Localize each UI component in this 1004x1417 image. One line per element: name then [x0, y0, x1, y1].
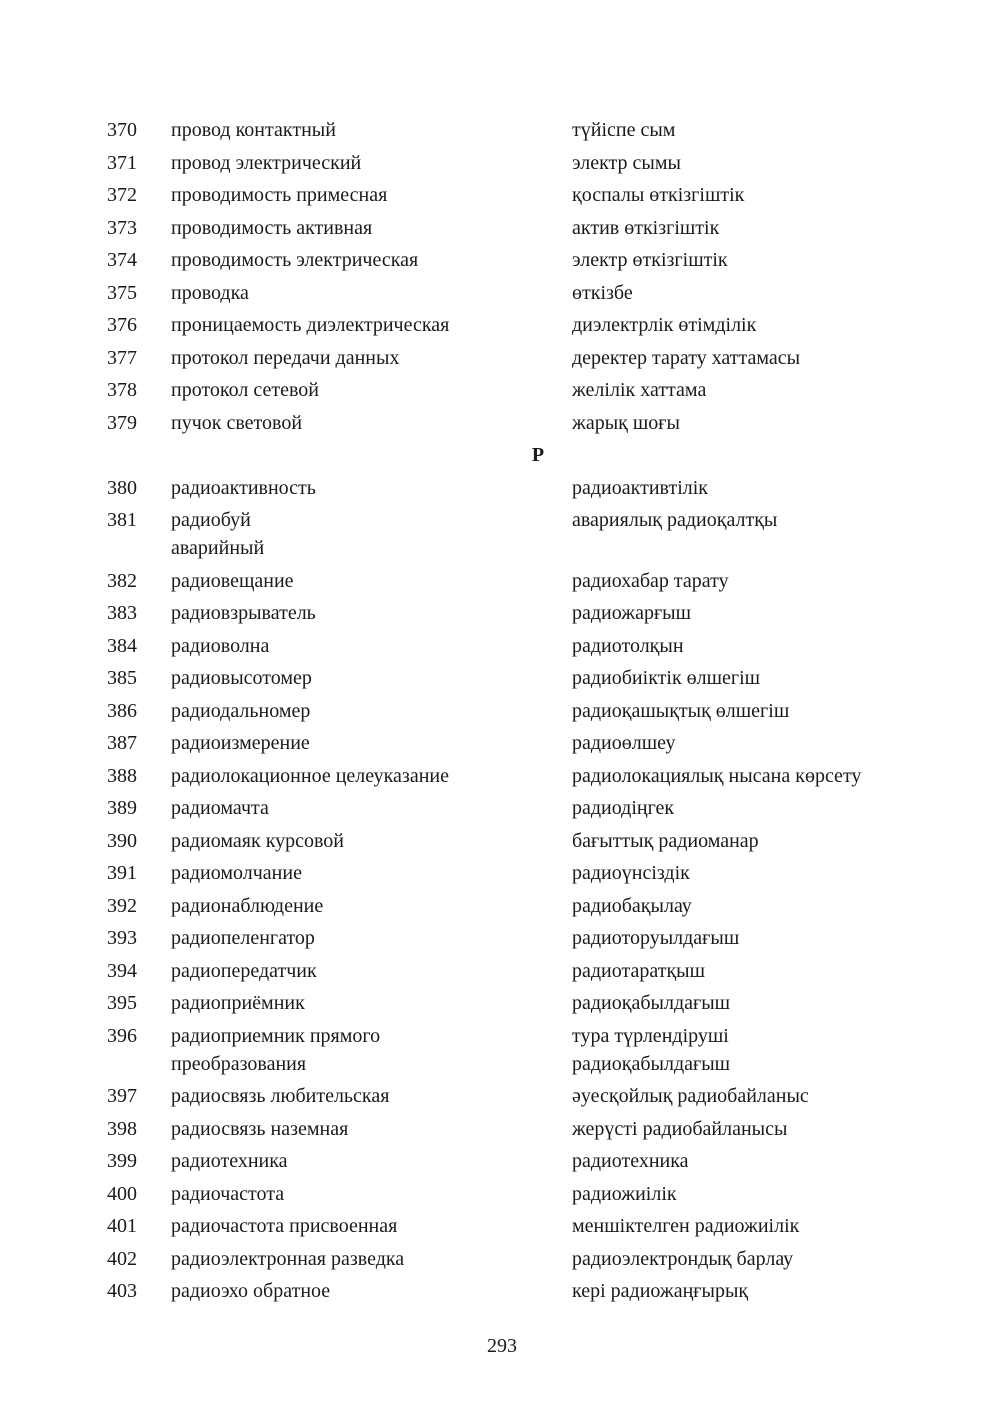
- russian-term: радиосвязь любительская: [171, 1085, 390, 1107]
- glossary-entry: [0, 827, 1004, 855]
- glossary-entry: [0, 311, 1004, 339]
- russian-term: радиовысотомер: [171, 667, 312, 689]
- entry-number: 374: [107, 249, 137, 271]
- russian-term: радиобуй аварийный: [171, 509, 265, 559]
- russian-term: радиочастота: [171, 1182, 285, 1205]
- russian-term: радиомаяк курсовой: [171, 829, 345, 852]
- kazakh-term: авариялық радиоқалтқы: [572, 509, 778, 531]
- entry-number: 388: [107, 764, 137, 787]
- entry-number: 390: [107, 829, 137, 852]
- russian-term: протокол сетевой: [171, 379, 319, 401]
- entry-number: 395: [107, 992, 137, 1014]
- entry-number: 375: [107, 281, 137, 304]
- russian-term: радиовзрыватель: [171, 602, 316, 624]
- glossary-entry: [0, 1147, 1004, 1175]
- russian-term: радиоизмерение: [171, 732, 310, 754]
- russian-term: проводимость активная: [171, 216, 373, 239]
- glossary-entry: [0, 1212, 1004, 1240]
- entry-number: 383: [107, 602, 137, 624]
- kazakh-term: радиодіңгек: [572, 797, 675, 819]
- glossary-entry: [0, 859, 1004, 887]
- russian-term: проводимость примесная: [171, 184, 388, 206]
- kazakh-term: өткізбе: [572, 281, 633, 304]
- page-number: 293: [487, 1335, 517, 1357]
- glossary-entry: [0, 1022, 1004, 1078]
- entry-number: 401: [107, 1215, 137, 1237]
- entry-number: 397: [107, 1085, 137, 1107]
- russian-term: радиоэхо обратное: [171, 1280, 331, 1302]
- glossary-entry: [0, 762, 1004, 790]
- entry-number: 391: [107, 862, 137, 884]
- entry-number: 398: [107, 1117, 137, 1140]
- glossary-entry: [0, 409, 1004, 437]
- kazakh-term: диэлектрлік өтімділік: [572, 314, 757, 336]
- russian-term: радиовещание: [171, 569, 294, 592]
- glossary-entry: [0, 344, 1004, 372]
- kazakh-term: электр өткізгіштік: [572, 249, 728, 271]
- glossary-entry: [0, 729, 1004, 757]
- kazakh-term: радиоөлшеу: [572, 732, 676, 754]
- kazakh-term: тура түрлендіруші радиоқабылдағыш: [572, 1024, 731, 1075]
- glossary-entry: [0, 664, 1004, 692]
- entry-number: 392: [107, 894, 137, 917]
- kazakh-term: радиоэлектрондық барлау: [572, 1247, 794, 1270]
- kazakh-term: радиобиіктік өлшегіш: [572, 667, 761, 689]
- russian-term: радиотехника: [171, 1150, 288, 1172]
- kazakh-term: радиотаратқыш: [572, 959, 706, 982]
- kazakh-term: деректер тарату хаттамасы: [572, 346, 801, 369]
- entry-number: 394: [107, 959, 137, 982]
- russian-term: радионаблюдение: [171, 894, 324, 917]
- russian-term: радиомолчание: [171, 862, 302, 884]
- glossary-entry: [0, 1180, 1004, 1208]
- entry-number: 396: [107, 1024, 137, 1047]
- entry-number: 370: [107, 119, 137, 141]
- russian-term: пучок световой: [171, 411, 303, 434]
- glossary-entry: [0, 181, 1004, 209]
- russian-term: радиоприёмник: [171, 992, 305, 1014]
- kazakh-term: радиожарғыш: [572, 602, 691, 624]
- entry-number: 379: [107, 411, 137, 434]
- glossary-entry: [0, 149, 1004, 177]
- glossary-entry: [0, 116, 1004, 144]
- russian-term: провод контактный: [171, 119, 336, 141]
- glossary-entry: [0, 632, 1004, 660]
- russian-term: радиодальномер: [171, 699, 311, 722]
- russian-term: проницаемость диэлектрическая: [171, 314, 450, 336]
- glossary-entry: [0, 1082, 1004, 1110]
- russian-term: радиоволна: [171, 634, 270, 657]
- entry-number: 384: [107, 634, 137, 657]
- russian-term: протокол передачи данных: [171, 346, 400, 369]
- entry-number: 403: [107, 1280, 137, 1302]
- glossary-entries: [0, 116, 1004, 1310]
- entry-number: 381: [107, 509, 137, 531]
- glossary-entry: [0, 697, 1004, 725]
- kazakh-term: желілік хаттама: [572, 379, 707, 401]
- kazakh-term: радиотехника: [572, 1150, 689, 1172]
- russian-term: проводимость электрическая: [171, 249, 419, 271]
- kazakh-term: радиоүнсіздік: [572, 862, 690, 884]
- glossary-entry: [0, 1277, 1004, 1305]
- entry-number: 377: [107, 346, 137, 369]
- russian-term: радиоактивность: [171, 476, 316, 499]
- kazakh-term: кері радиожаңғырық: [572, 1280, 749, 1302]
- entry-number: 400: [107, 1182, 137, 1205]
- glossary-entry: [0, 957, 1004, 985]
- russian-term: радиопередатчик: [171, 959, 317, 982]
- entry-number: 371: [107, 151, 137, 174]
- entry-number: 372: [107, 184, 137, 206]
- glossary-entry: [0, 376, 1004, 404]
- glossary-entry: [0, 567, 1004, 595]
- glossary-entry: [0, 214, 1004, 242]
- entry-number: 387: [107, 732, 137, 754]
- kazakh-term: радиожиілік: [572, 1182, 677, 1205]
- kazakh-term: радиоқашықтық өлшегіш: [572, 699, 790, 722]
- kazakh-term: радиобақылау: [572, 894, 692, 917]
- glossary-entry: [0, 599, 1004, 627]
- kazakh-term: электр сымы: [572, 151, 681, 174]
- kazakh-term: меншіктелген радиожиілік: [572, 1215, 800, 1237]
- entry-number: 378: [107, 379, 137, 401]
- kazakh-term: радиоторуылдағыш: [572, 927, 740, 949]
- kazakh-term: қоспалы өткізгіштік: [572, 184, 745, 206]
- kazakh-term: радиоактивтілік: [572, 476, 709, 499]
- kazakh-term: бағыттық радиоманар: [572, 829, 759, 852]
- entry-number: 380: [107, 476, 137, 499]
- entry-number: 382: [107, 569, 137, 592]
- russian-term: радиомачта: [171, 797, 269, 819]
- glossary-entry: [0, 246, 1004, 274]
- glossary-entry: [0, 794, 1004, 822]
- kazakh-term: жарық шоғы: [572, 411, 680, 434]
- kazakh-term: жерүсті радиобайланысы: [572, 1117, 788, 1140]
- russian-term: радиочастота присвоенная: [171, 1215, 398, 1237]
- russian-term: провод электрический: [171, 151, 362, 174]
- entry-number: 402: [107, 1247, 137, 1270]
- entry-number: 389: [107, 797, 137, 819]
- kazakh-term: әуесқойлық радиобайланыс: [572, 1085, 809, 1107]
- glossary-entry: [0, 989, 1004, 1017]
- entry-number: 393: [107, 927, 137, 949]
- glossary-entry: [0, 279, 1004, 307]
- russian-term: радиоприемник прямого преобразования: [171, 1024, 381, 1075]
- glossary-entry: [0, 474, 1004, 502]
- entry-number: 373: [107, 216, 137, 239]
- kazakh-term: радиотолқын: [572, 634, 684, 657]
- russian-term: проводка: [171, 281, 249, 304]
- glossary-entry: [0, 506, 1004, 562]
- glossary-entry: [0, 924, 1004, 952]
- entry-number: 385: [107, 667, 137, 689]
- entry-number: 376: [107, 314, 137, 336]
- russian-term: радиолокационное целеуказание: [171, 764, 449, 787]
- kazakh-term: түйіспе сым: [572, 119, 676, 141]
- kazakh-term: радиохабар тарату: [572, 569, 729, 592]
- glossary-entry: [0, 1245, 1004, 1273]
- russian-term: радиопеленгатор: [171, 927, 315, 949]
- kazakh-term: радиоқабылдағыш: [572, 992, 731, 1014]
- entry-number: 386: [107, 699, 137, 722]
- section-letter-heading: Р: [531, 444, 545, 466]
- glossary-entry: [0, 1115, 1004, 1143]
- kazakh-term: актив өткізгіштік: [572, 216, 720, 239]
- kazakh-term: радиолокациялық нысана көрсету: [572, 764, 862, 787]
- entry-number: 399: [107, 1150, 137, 1172]
- russian-term: радиосвязь наземная: [171, 1117, 349, 1140]
- glossary-entry: [0, 892, 1004, 920]
- russian-term: радиоэлектронная разведка: [171, 1247, 405, 1270]
